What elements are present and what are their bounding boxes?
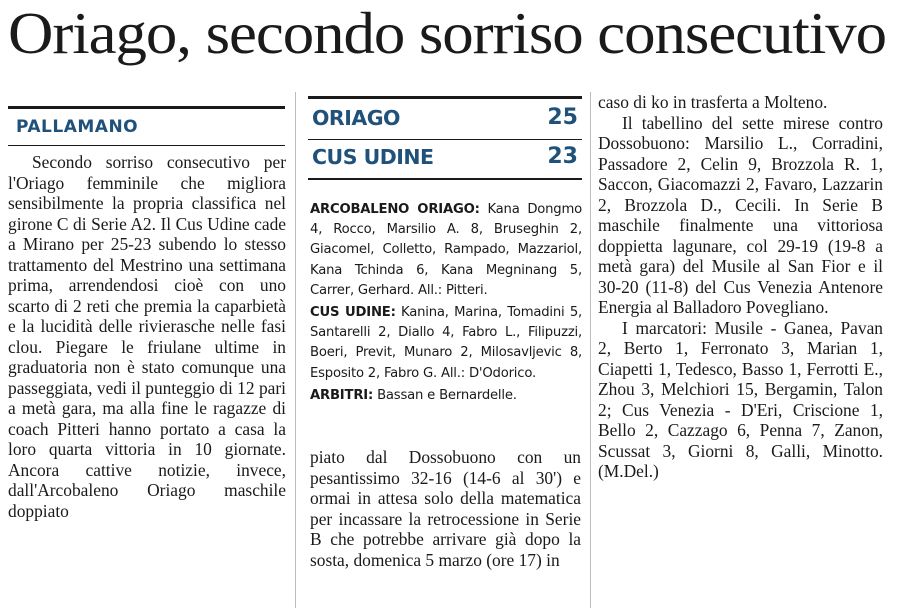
section-label: PALLAMANO <box>16 117 139 137</box>
paragraph: I marcatori: Musile - Ganea, Pavan 2, Berto 1, Ferronato 3, Marian 1, Ciapetti 1, Tedesco, Basso 1, Ferrotti E., Zhou 3, Melchiori 15, Bergamin, Talon 2; Cus Venezia - D'Eri, Criscione 1, Bello 2, Cazzago 6, Penna 7, Zanon, Scussat 3, Giorni 8, Galli, Minotto. (M.Del.) <box>598 317 883 481</box>
score-row-away <box>308 138 582 180</box>
home-lineup-text: Kana Dongmo 4, Rocco, Marsilio A. 8, Bruseghin 2, Giacomel, Colletto, Rampado, Mazzariol, Kana Tchinda 6, Kana Megninang 5, Carrer, Gerhard. All.: Pitteri. <box>310 202 582 298</box>
section-header <box>8 106 285 146</box>
away-team-score: 23 <box>547 144 578 169</box>
article-body-column-3 <box>598 92 883 608</box>
paragraph: Il tabellino del sette mirese contro Dossobuono: Marsilio L., Corradini, Passadore 2, Celin 9, Brozzola R. 1, Saccon, Giacomazzi 2, Favaro, Lazzarin 2, Brozzola D., Cecili. In Serie B maschile finalmente una vittoriosa doppietta lagunare, col 29-19 (19-8 a metà gara) del Musile al San Fior e il 30-20 (11-8) del Cus Venezia Antenore Energia al Balladoro Povegliano. <box>598 112 883 317</box>
paragraph: caso di ko in trasferta a Molteno. <box>598 92 828 112</box>
column-divider <box>295 92 296 608</box>
home-lineup-label: ARCOBALENO ORIAGO: <box>310 202 480 217</box>
score-row-home <box>308 96 582 140</box>
away-lineup-text: Kanina, Marina, Tomadini 5, Santarelli 2, Diallo 4, Fabro L., Filipuzzi, Boeri, Previt, Munaro 2, Milosavljevic 8, Esposito 2, Fabro G. All.: D'Odorico. <box>310 305 582 381</box>
referees-text: Bassan e Bernardelle. <box>377 387 517 403</box>
away-lineup <box>310 303 582 384</box>
article-headline: Oriago, secondo sorriso consecutivo <box>8 0 886 66</box>
lineup-box <box>310 200 582 432</box>
article-body-column-1: Secondo sorriso consecutivo per l'Oriago femminile che migliora sensibilmente la propria classifica nel girone C di Serie A2. Il Cus Udine cade a Mirano per 25-23 subendo lo stesso trattamento del Mestrino una settimana prima, arrendendosi cioè con uno scarto di 2 reti che premia la caparbietà e la lucidità delle rivierasche nelle fasi clou. Piegare le friulane ultime in graduatoria non è stato comunque una passeggiata, vedi il punteggio di 12 pari a metà gara, ma alla fine le ragazze di coach Pitteri hanno portato a casa la loro quarta vittoria in 10 giornate. Ancora cattive notizie, invece, dall'Arcobaleno Oriago maschile doppiato <box>8 152 286 521</box>
home-lineup <box>310 200 582 301</box>
referees <box>310 386 582 406</box>
away-lineup-label: CUS UDINE: <box>310 305 396 321</box>
column-divider <box>590 92 591 608</box>
away-team-name: CUS UDINE <box>312 145 434 169</box>
article-body-column-2: piato dal Dossobuono con un pesantissimo 32-16 (14-6 al 30') e ormai in attesa solo della matematica per incassare la retrocessione in Serie B che potrebbe arrivare già dopo la sosta, domenica 5 marzo (ore 17) in <box>310 447 581 570</box>
home-team-name: ORIAGO <box>312 106 400 130</box>
home-team-score: 25 <box>547 105 578 130</box>
referees-label: ARBITRI: <box>310 387 374 403</box>
